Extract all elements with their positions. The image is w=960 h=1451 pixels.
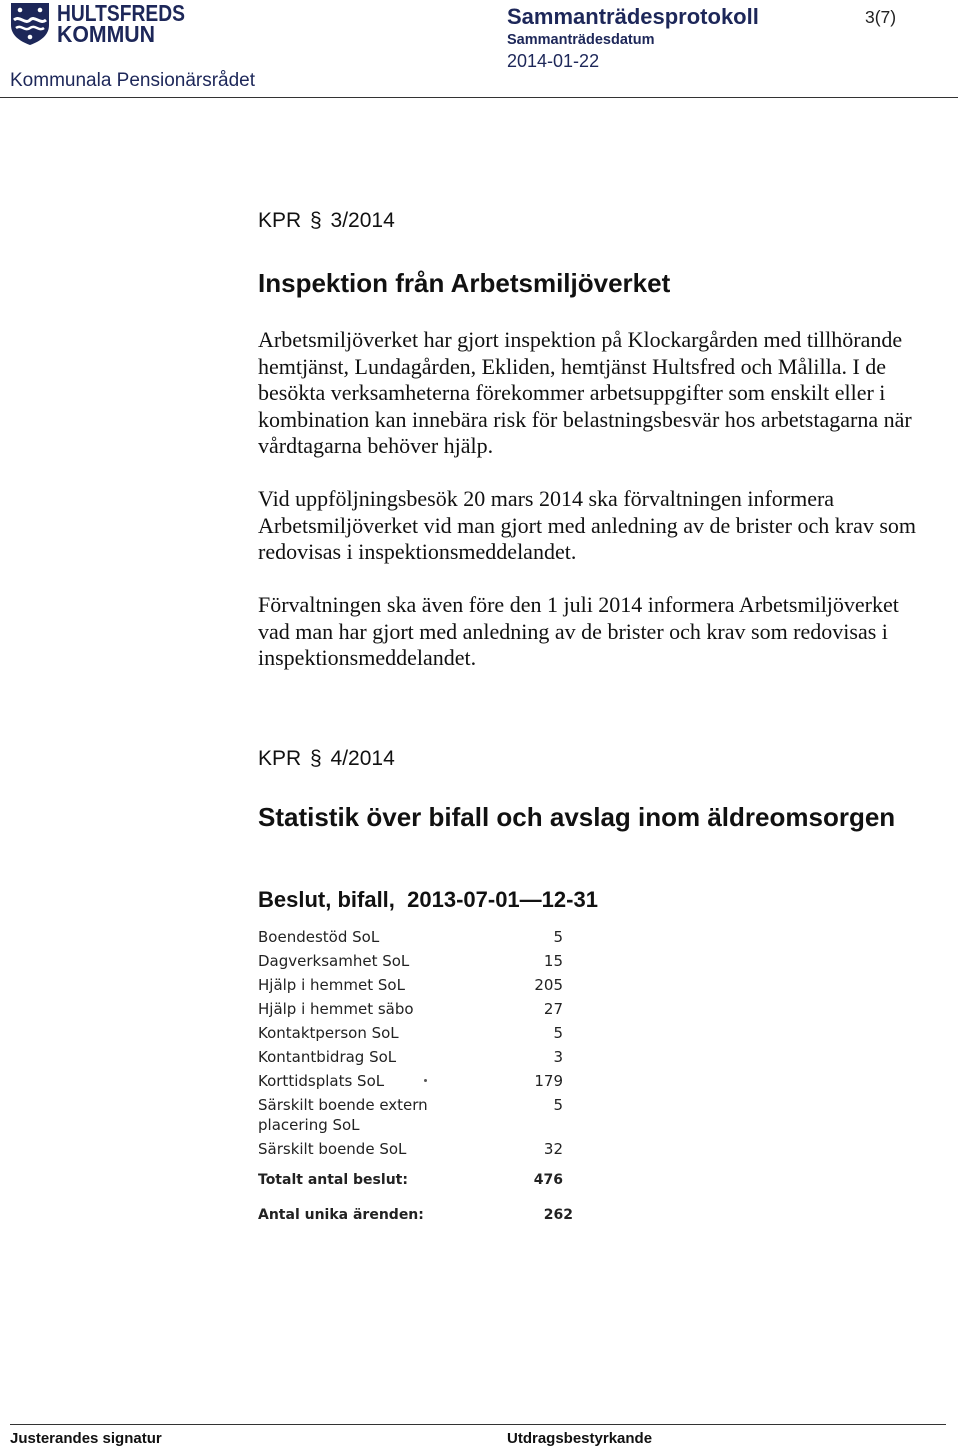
row-value: 27 (543, 1000, 563, 1018)
section-title: Inspektion från Arbetsmiljöverket (258, 268, 671, 298)
total-decisions-row (258, 1168, 573, 1192)
row-value: 262 (543, 1207, 573, 1223)
row-value: 179 (534, 1072, 563, 1090)
paragraph: Arbetsmiljöverket har gjort inspektion på Klockargården med tillhörande hemtjänst, Lundagården, Ekliden, hemtjänst Hultsfred och Målilla. I de besökta verksamheterna förekommer arbetsuppgifter som enskilt eller i kombination kan innebära risk för belastningsbesvär hos arbetstagarna när vårdtagarna behöver hjälp. (258, 327, 912, 458)
row-label: Boendestöd SoL (258, 928, 380, 946)
page-number: 3(7) (865, 7, 897, 27)
scan-artifact-dot (424, 1079, 427, 1082)
paragraph: Vid uppföljningsbesök 20 mars 2014 ska förvaltningen informera Arbetsmiljöverket vid man gjort med anledning av de brister och krav som redovisas i inspektionsmeddelandet. (258, 486, 917, 564)
table-row (258, 1137, 573, 1161)
municipality-logo (0, 0, 190, 48)
header-divider (0, 97, 958, 98)
coat-of-arms-icon (11, 3, 49, 45)
row-value: 5 (553, 1024, 563, 1042)
paragraph: Förvaltningen ska även före den 1 juli 2014 informera Arbetsmiljöverket vad man har gjort med anledning av de brister och krav som redovisas i inspektionsmeddelandet. (258, 592, 899, 670)
row-value: 205 (534, 976, 563, 994)
table-caption: Beslut, bifall, 2013-07-01—12-31 (258, 887, 598, 912)
row-value: 5 (553, 1096, 563, 1114)
table-row (258, 1069, 573, 1093)
row-label: Hjälp i hemmet säbo (258, 1000, 414, 1018)
section-body (258, 327, 916, 698)
table-row (258, 949, 573, 973)
table-row (258, 997, 573, 1021)
table-row (258, 1093, 573, 1137)
row-label: Hjälp i hemmet SoL (258, 976, 405, 994)
row-label: Särskilt boende extern placering SoL (258, 1096, 428, 1134)
meeting-date-label: Sammanträdesdatum (507, 32, 655, 48)
logo-text-line1: HULTSFREDS (57, 0, 185, 26)
table-row (258, 925, 573, 949)
table-row (258, 1021, 573, 1045)
row-value: 15 (543, 952, 563, 970)
adjuster-signature-label: Justerandes signatur (10, 1430, 162, 1447)
row-label: Kontaktperson SoL (258, 1024, 399, 1042)
row-label: Kontantbidrag SoL (258, 1048, 397, 1066)
case-number: KPR § 4/2014 (258, 747, 395, 770)
document-type: Sammanträdesprotokoll (507, 4, 759, 29)
row-label: Särskilt boende SoL (258, 1140, 407, 1158)
row-value: 476 (533, 1172, 563, 1188)
meeting-date-value: 2014-01-22 (507, 51, 600, 71)
unique-cases-row (258, 1203, 573, 1227)
row-label: Korttidsplats SoL (258, 1072, 385, 1090)
case-number: KPR § 3/2014 (258, 209, 395, 232)
row-label: Antal unika ärenden: (258, 1207, 424, 1223)
footer-divider (10, 1424, 946, 1425)
row-label: Totalt antal beslut: (258, 1172, 408, 1188)
row-value: 5 (553, 928, 563, 946)
decision-statistics-table (258, 925, 573, 1227)
certified-extract-label: Utdragsbestyrkande (507, 1430, 653, 1447)
section-title: Statistik över bifall och avslag inom äldreomsorgen (258, 802, 896, 832)
logo-text-line2: KOMMUN (57, 21, 155, 47)
table-row (258, 1045, 573, 1069)
row-value: 3 (553, 1048, 563, 1066)
table-row (258, 973, 573, 997)
row-value: 32 (543, 1140, 563, 1158)
committee-name: Kommunala Pensionärsrådet (10, 70, 256, 91)
row-label: Dagverksamhet SoL (258, 952, 410, 970)
